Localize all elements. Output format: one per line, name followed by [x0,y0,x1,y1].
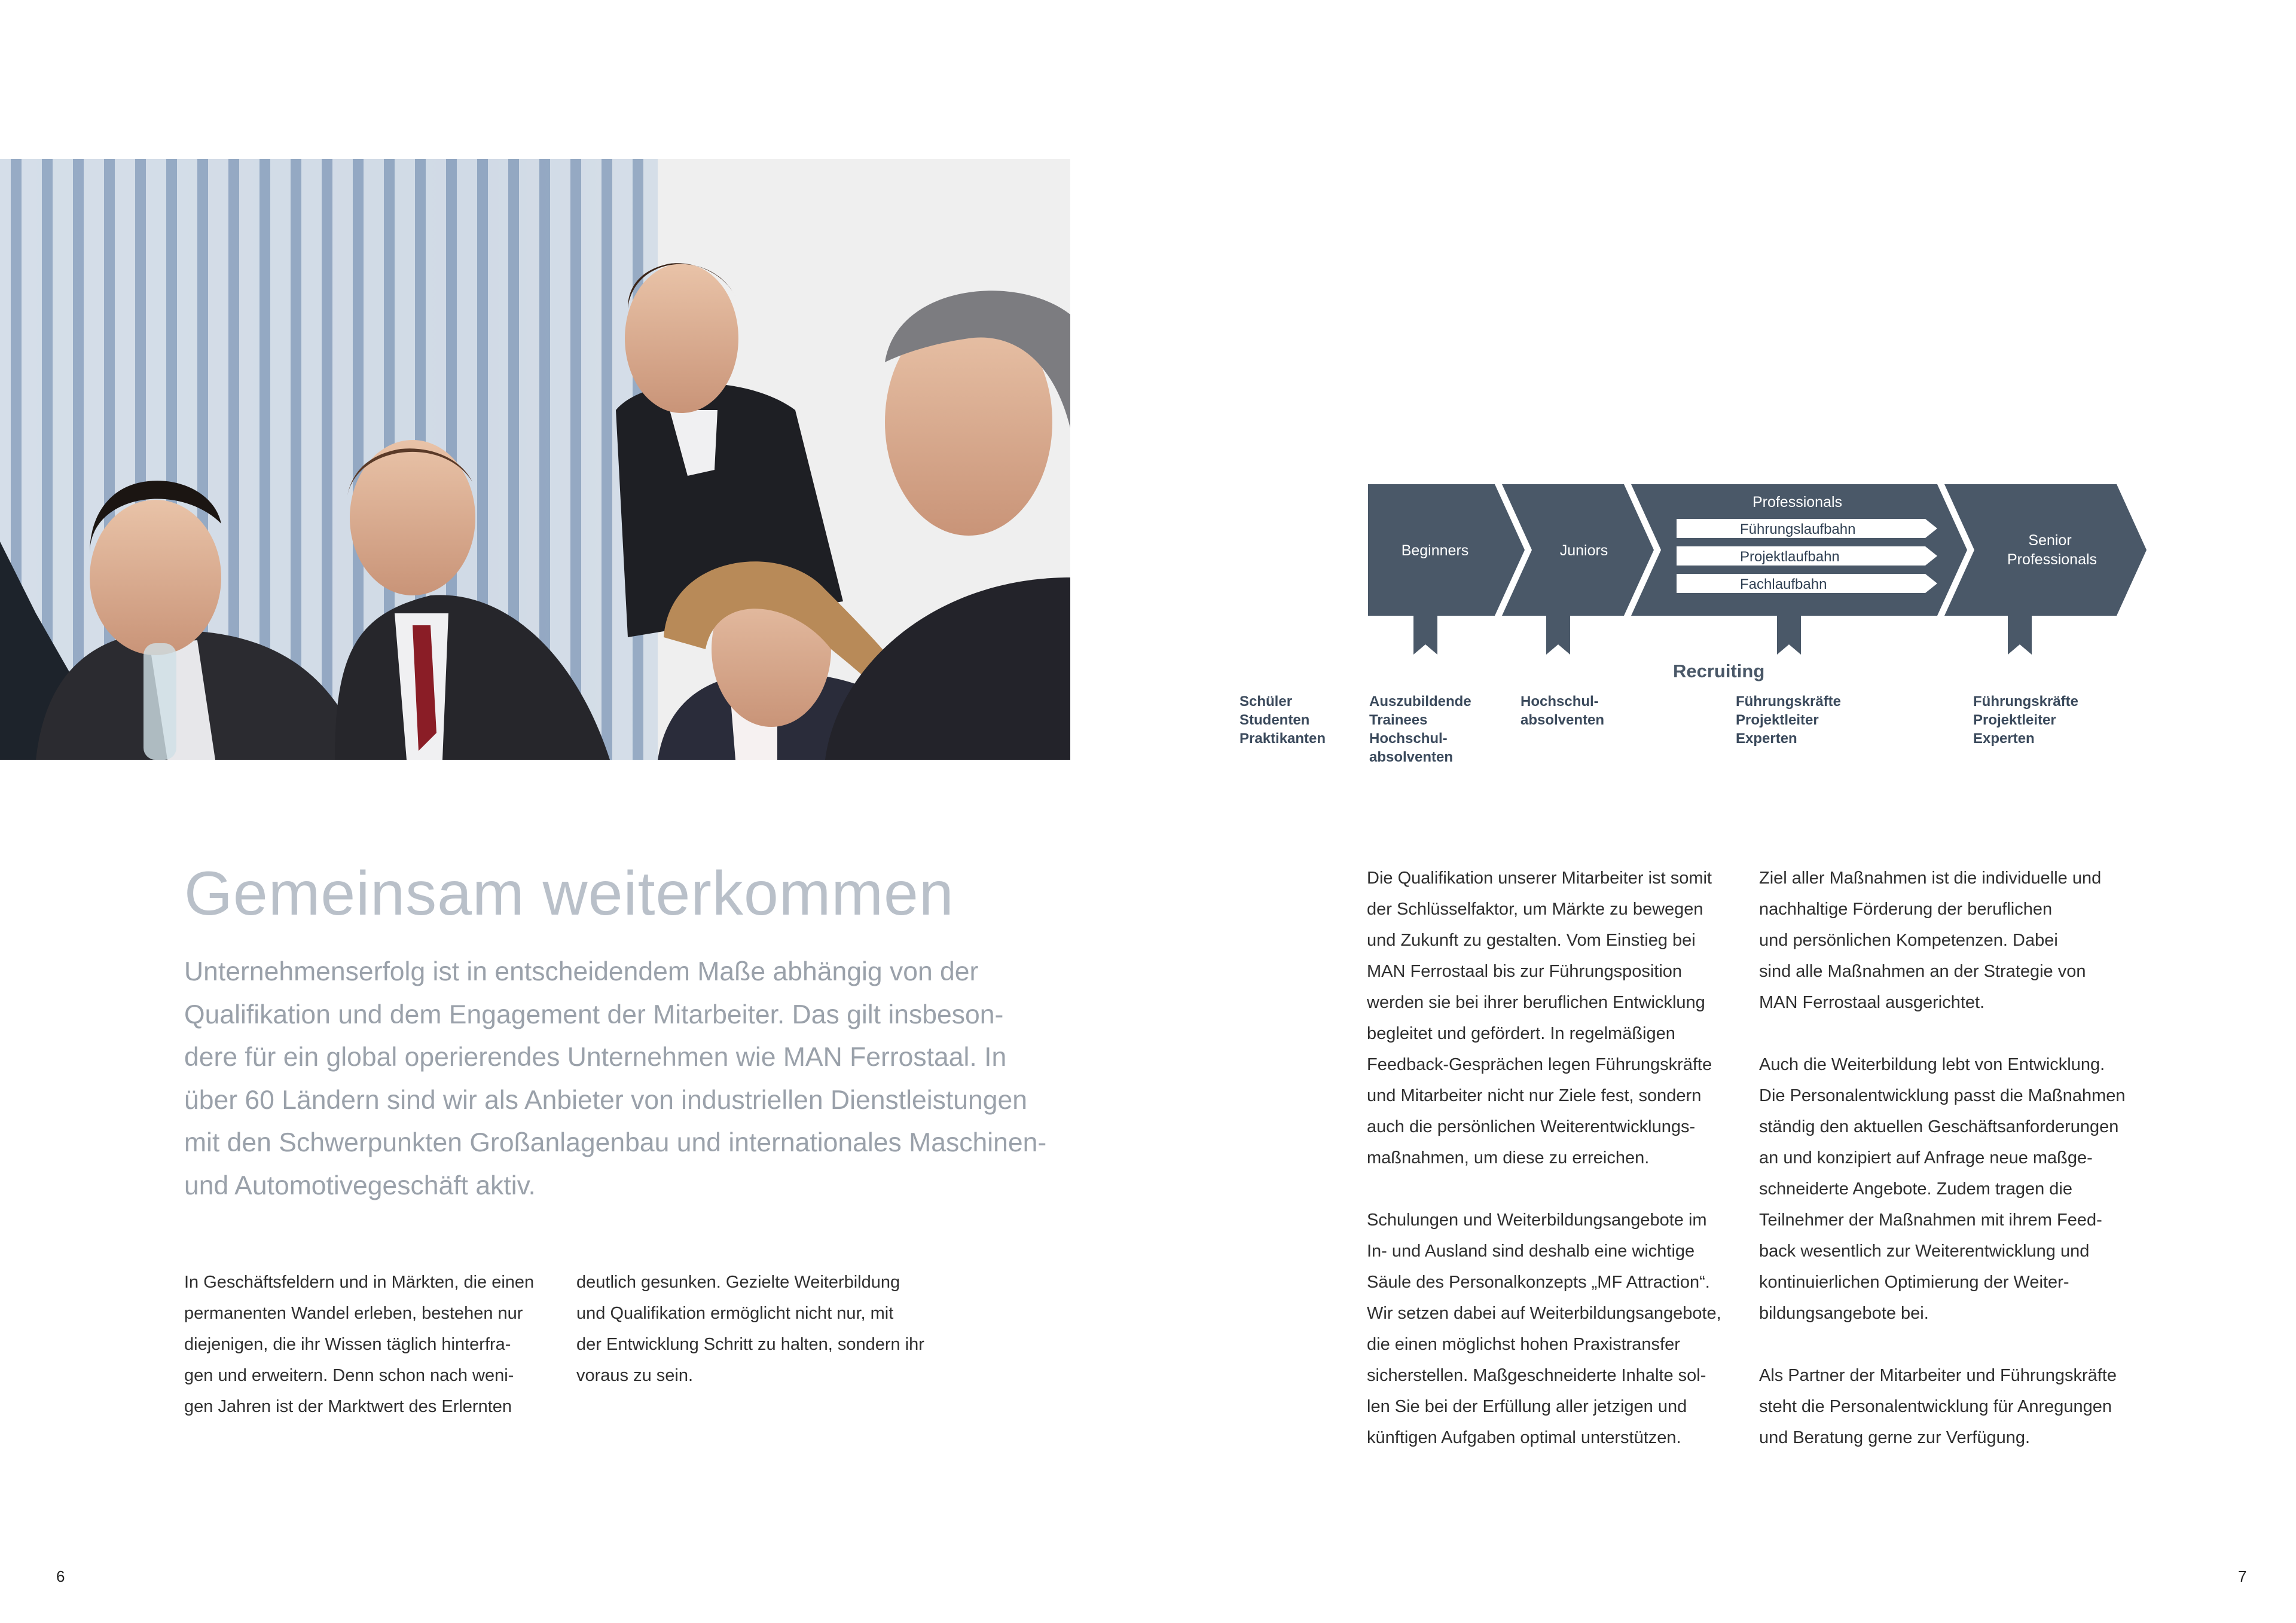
target-group-item: Auszubildende [1369,693,1471,710]
business-team-photo [0,159,1070,760]
body-left-column-1: In Geschäftsfeldern und in Märkten, die einen permanenten Wandel erleben, bestehen nur diejenigen, die ihr Wissen täglich hinterfra- gen und erweitern. Denn schon nach weni- gen Jahren ist der Marktwert des Erlernten [184,1273,535,1416]
marker-1 [1413,592,1437,655]
marker-2 [1546,592,1570,655]
target-group-item: Führungskräfte [1736,693,1842,710]
target-group-item: Trainees [1369,712,1428,728]
body-right-column-2: Ziel aller Maßnahmen ist die individuelle und nachhaltige Förderung der beruflichen und persönlichen Kompetenzen. Dabei sind alle Maßnahmen an der Strategie von MAN Ferrostaal ausgerichtet. Auch die Weiterbildung lebt von Entwicklung. Die Personalentwicklung passt die Maßnahmen ständig den aktuellen Geschäftsanforderungen an und konzipiert auf Anfrage neue maßge- schneiderte Angebote. Zudem tragen die Teilnehmer der Maßnahmen mit ihrem Feed- back wesentlich zur Weiterentwicklung und kontinuierlichen Optimierung der Weiter- bildungsangebote bei. Als Partner der Mitarbeiter und Führungskräfte steht die Personalentwicklung für Anregungen und Beratung gerne zur Verfügung. [1759,869,2126,1447]
target-group-item: Projektleiter [1973,712,2056,728]
body-left-column-2: deutlich gesunken. Gezielte Weiterbildung und Qualifikation ermöglicht nicht nur, mit der Entwicklung Schritt zu halten, sondern ihr voraus zu sein. [576,1273,924,1385]
marker-3 [1777,592,1801,655]
target-group-3 [1521,692,1604,729]
stage-beginners: Beginners [1401,542,1469,559]
intro-paragraph: Unternehmenserfolg ist in entscheidendem Maße abhängig von der Qualifikation und dem Engagement der Mitarbeiter. Das gilt insbeson- dere für ein global operierendes Unternehmen wie MAN Ferrostaal. In über 60 Ländern sind wir als Anbieter von industriellen Dienstleistungen mit den Schwerpunkten Großanlagenbau und internationales Maschinen- und Automotivegeschäft aktiv. [184,957,1047,1200]
stage-chevron-senior [1944,484,2147,616]
track-fuehrungslaufbahn: Führungslaufbahn [1740,521,1856,537]
target-group-item: Experten [1736,730,1797,747]
target-group-item: Hochschul- [1521,693,1599,710]
stage-juniors: Juniors [1559,542,1608,559]
body-right-column-1: Die Qualifikation unserer Mitarbeiter ist somit der Schlüsselfaktor, um Märkte zu bewegen und Zukunft zu gestalten. Vom Einstieg bei MAN Ferrostaal bis zur Führungsposition werden sie bei ihrer beruflichen Entwicklung begleitet und gefördert. In regelmäßigen Feedback-Gesprächen legen Führungskräfte und Mitarbeiter nicht nur Ziele fest, sondern auch die persönlichen Weiterentwicklungs- maßnahmen, um diese zu erreichen. Schulungen und Weiterbildungsangebote im In- und Ausland sind deshalb eine wichtige Säule des Personalkonzepts „MF Attraction“. Wir setzen dabei auf Weiterbildungsangebote, die einen möglichst hohen Praxistransfer sicherstellen. Maßgeschneiderte Inhalte sol- len Sie bei der Erfüllung aller jetzigen und künftigen Aufgaben optimal unterstützen. [1367,869,1721,1447]
target-group-item: Praktikanten [1239,730,1326,747]
track-projektlaufbahn: Projektlaufbahn [1740,549,1840,565]
stage-senior-line1: Senior [2028,532,2072,549]
target-group-4 [1736,692,1841,748]
target-group-5 [1973,692,2078,748]
target-group-item: Hochschul- [1369,730,1448,747]
target-group-item: Studenten [1239,712,1310,728]
target-group-1 [1239,692,1326,748]
stage-professionals: Professionals [1752,494,1843,511]
page-number-right: 7 [2238,1567,2247,1585]
page-number-left: 6 [56,1567,65,1585]
target-group-item: absolventen [1521,712,1605,728]
target-group-item: Experten [1973,730,2035,747]
target-group-item: Schüler [1239,693,1293,710]
target-group-item: Projektleiter [1736,712,1819,728]
marker-4 [2008,592,2032,655]
recruiting-label: Recruiting [1673,661,1765,681]
stage-senior-line2: Professionals [2007,551,2097,568]
photo-illustration [0,159,1070,760]
target-group-2 [1369,692,1471,766]
target-group-item: Führungskräfte [1973,693,2079,710]
track-fachlaufbahn: Fachlaufbahn [1740,576,1827,592]
headline: Gemeinsam weiterkommen [184,859,954,928]
target-group-item: absolventen [1369,749,1454,765]
